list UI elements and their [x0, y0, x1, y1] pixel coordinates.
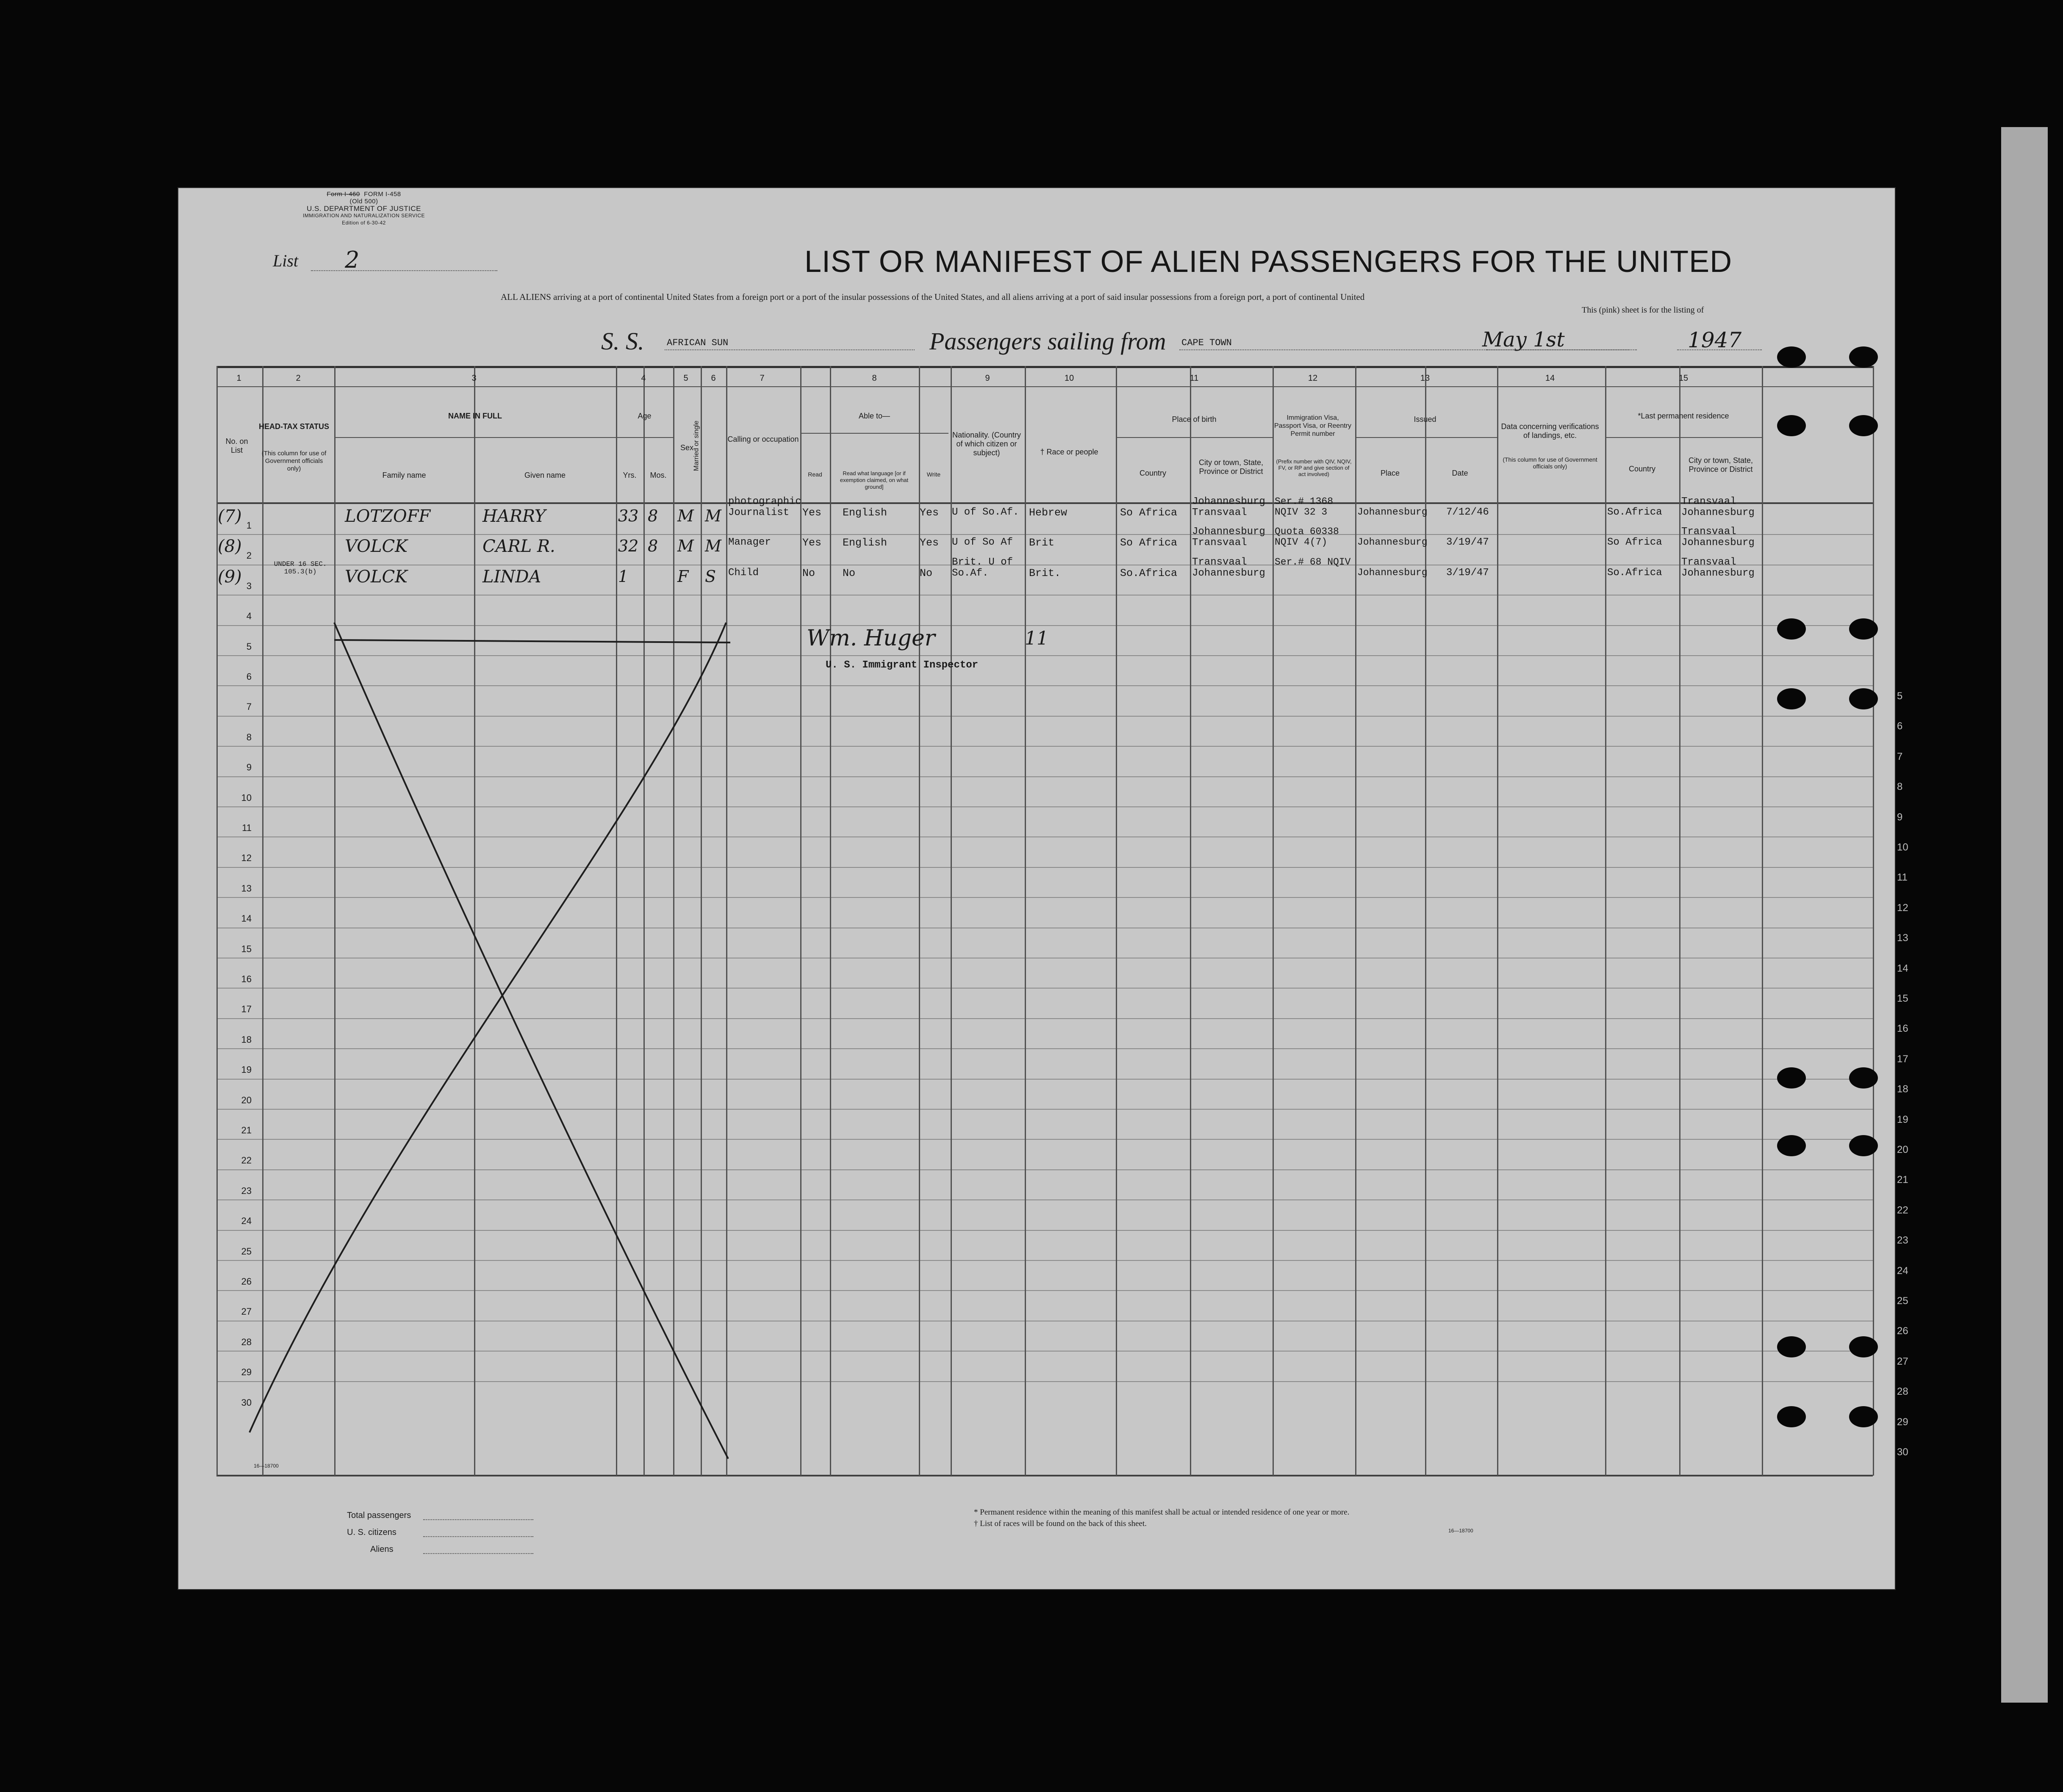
row-number: 3 — [246, 580, 252, 591]
adjacent-row-number: 16 — [1897, 1023, 1908, 1035]
can-write: Yes — [920, 537, 939, 549]
header-data-note: (This column for use of Government officials only) — [1503, 456, 1597, 470]
read-language: English — [843, 507, 887, 519]
binder-hole — [1849, 415, 1878, 436]
header-given-name: Given name — [524, 471, 566, 479]
row-number: 8 — [246, 731, 252, 742]
row-number: 7 — [246, 701, 252, 712]
cross-stroke-1 — [334, 623, 728, 1459]
read-language: English — [843, 537, 887, 549]
adjacent-row-number: 23 — [1897, 1235, 1908, 1246]
adjacent-row-number: 20 — [1897, 1144, 1908, 1155]
row-number: 5 — [246, 641, 252, 652]
closing-line — [334, 640, 730, 643]
column-number: 14 — [1545, 374, 1555, 383]
adjacent-row-number: 5 — [1897, 690, 1903, 702]
adjacent-row-number: 28 — [1897, 1386, 1908, 1398]
header-issued: Issued — [1414, 415, 1436, 424]
header-place-of-birth: Place of birth — [1172, 415, 1217, 424]
sex: F — [677, 567, 689, 586]
row-number: 25 — [241, 1246, 252, 1257]
issued-place: Johannesburg — [1357, 567, 1428, 578]
header-last-residence: *Last permanent residence — [1638, 412, 1729, 420]
header-age: Age — [638, 412, 652, 420]
residence-country: So.Africa — [1607, 567, 1662, 579]
footer-total-passengers: Total passengers — [347, 1511, 411, 1520]
occupation: photographic Journalist — [728, 496, 801, 518]
issued-date: 7/12/46 — [1446, 507, 1489, 518]
header-read-language: Read what language [or if exemption claimed, on what ground] — [840, 470, 909, 490]
birth-city: Johannesburg Transvaal — [1192, 526, 1265, 549]
binder-hole — [1777, 1067, 1806, 1088]
header-race: † Race or people — [1040, 448, 1098, 456]
adjacent-row-number: 25 — [1897, 1295, 1908, 1307]
row-number: 13 — [241, 883, 252, 894]
column-number: 12 — [1308, 374, 1318, 383]
binder-hole — [1777, 1135, 1806, 1156]
service: IMMIGRATION AND NATURALIZATION SERVICE — [302, 213, 425, 219]
read-language: No — [843, 567, 856, 579]
header-married-single: Married or single — [693, 420, 700, 471]
age-months: 8 — [648, 537, 658, 556]
head-tax-status: UNDER 16 SEC. 105.3(b) — [274, 560, 327, 576]
margin-number: (7) — [218, 507, 242, 526]
column-number: 4 — [641, 374, 646, 383]
footer-total-line — [423, 1519, 533, 1520]
adjacent-row-number: 13 — [1897, 932, 1908, 944]
nationality: U of So.Af. — [952, 507, 1019, 518]
binder-hole — [1777, 346, 1806, 368]
footer-aliens-line — [423, 1553, 533, 1554]
adjacent-row-number: 14 — [1897, 962, 1908, 974]
nationality: Brit. U of So.Af. — [952, 556, 1013, 579]
age-years: 32 — [618, 537, 639, 556]
column-number: 11 — [1190, 374, 1199, 383]
manifest-sheet — [177, 187, 1896, 1590]
race: Brit — [1029, 537, 1055, 549]
margin-number: (9) — [218, 567, 242, 587]
row-number: 24 — [241, 1216, 252, 1227]
footer-us-citizens: U. S. citizens — [347, 1528, 397, 1537]
adjacent-row-number: 22 — [1897, 1204, 1908, 1216]
age-years: 33 — [618, 507, 639, 525]
row-number: 22 — [241, 1155, 252, 1166]
header-mos: Mos. — [650, 471, 667, 479]
sailing-date: May 1st — [1482, 328, 1565, 352]
header-birth-country: Country — [1139, 469, 1167, 477]
column-number: 7 — [760, 374, 765, 383]
birth-country: So Africa — [1120, 507, 1178, 519]
row-number: 17 — [241, 1004, 252, 1015]
cancellation-x — [177, 187, 1896, 1590]
can-read: Yes — [802, 507, 822, 519]
sailing-label: Passengers sailing from — [929, 327, 1166, 355]
binder-hole — [1849, 346, 1878, 368]
marital-status: M — [705, 537, 721, 556]
sailing-from: CAPE TOWN — [1181, 338, 1232, 348]
header-data-concerning: Data concerning verifications of landings, etc. — [1501, 422, 1599, 440]
marital-status: S — [705, 567, 716, 586]
header-visa-note: (Prefix number with QIV, NQIV, FV, or RP and give section of act involved) — [1276, 458, 1352, 477]
footer-note-races: † List of races will be found on the back of this sheet. — [974, 1519, 1147, 1528]
print-code-corner: 16—18700 — [254, 1463, 279, 1469]
family-name: VOLCK — [345, 567, 408, 587]
header-issued-date: Date — [1452, 469, 1468, 477]
row-number: 23 — [241, 1185, 252, 1196]
list-number: 2 — [345, 247, 360, 273]
inspector-signature: Wm. Huger — [807, 626, 935, 651]
header-nationality: Nationality. (Country of which citizen or subject) — [952, 431, 1021, 457]
old-form-ref: (Old 500) — [349, 198, 378, 205]
marital-status: M — [705, 507, 721, 525]
column-number: 10 — [1064, 374, 1074, 383]
header-birth-city: City or town, State, Province or District — [1198, 458, 1264, 476]
binder-hole — [1849, 618, 1878, 640]
given-name: HARRY — [482, 507, 546, 526]
department: U.S. DEPARTMENT OF JUSTICE — [307, 205, 421, 213]
issued-date: 3/19/47 — [1446, 567, 1489, 579]
column-number: 3 — [471, 374, 477, 383]
issued-date: 3/19/47 — [1446, 537, 1489, 548]
row-number: 1 — [246, 520, 252, 531]
column-number: 1 — [236, 374, 241, 383]
issued-place: Johannesburg — [1357, 537, 1428, 548]
family-name: LOTZOFF — [345, 507, 431, 526]
ship-prefix: S. S. — [601, 327, 644, 355]
adjacent-row-number: 12 — [1897, 902, 1908, 914]
instructions-line1: ALL ALIENS arriving at a port of continental United States from a foreign port or a port of the insular possessions of the United States, and all aliens arriving at a port of said insular possessions from a foreign port, a port of continental United — [501, 292, 1365, 302]
birth-country: So.Africa — [1120, 567, 1178, 579]
column-number: 8 — [872, 374, 877, 383]
adjacent-row-number: 19 — [1897, 1113, 1908, 1125]
header-yrs: Yrs. — [623, 471, 637, 479]
row-number: 20 — [241, 1094, 252, 1105]
form-number-old: Form I-460 — [327, 191, 360, 198]
visa-number: Ser.# 68 NQIV — [1275, 556, 1351, 568]
row-number: 18 — [241, 1034, 252, 1045]
column-number: 2 — [296, 374, 301, 383]
binder-hole — [1777, 1406, 1806, 1427]
adjacent-row-number: 18 — [1897, 1083, 1908, 1095]
margin-number: (8) — [218, 537, 242, 557]
header-sex: Sex — [680, 443, 694, 452]
row-number: 15 — [241, 943, 252, 954]
header-no-on-list: No. on List — [225, 437, 248, 454]
row-number: 4 — [246, 611, 252, 622]
row-number: 26 — [241, 1276, 252, 1287]
row-number: 28 — [241, 1336, 252, 1347]
family-name: VOLCK — [345, 537, 408, 557]
footer-print-code: 16—18700 — [1448, 1528, 1473, 1534]
given-name: LINDA — [482, 567, 541, 587]
row-number: 12 — [241, 853, 252, 864]
header-able-to: Able to— — [858, 412, 890, 420]
column-number: 5 — [683, 374, 688, 383]
edition: Edition of 6-30-42 — [342, 220, 386, 226]
residence-city: Transvaal Johannesburg — [1681, 496, 1755, 518]
nationality: U of So Af — [952, 537, 1013, 548]
sex: M — [677, 507, 694, 525]
adjacent-row-number: 17 — [1897, 1053, 1908, 1065]
sex: M — [677, 537, 694, 556]
can-write: Yes — [920, 507, 939, 519]
list-label: List — [273, 251, 299, 270]
residence-country: So.Africa — [1607, 507, 1662, 518]
binder-hole — [1777, 1336, 1806, 1357]
binder-hole — [1777, 618, 1806, 640]
header-name-in-full: NAME IN FULL — [448, 412, 502, 420]
given-name: CARL R. — [482, 537, 555, 557]
adjacent-row-number: 6 — [1897, 720, 1903, 732]
adjacent-sheet-edge — [2001, 127, 2048, 1703]
inspector-title: U. S. Immigrant Inspector — [826, 659, 979, 671]
binder-hole — [1777, 688, 1806, 709]
adjacent-row-number: 26 — [1897, 1325, 1908, 1337]
age-years: 1 — [618, 567, 629, 586]
binder-hole — [1849, 1135, 1878, 1156]
row-number: 27 — [241, 1306, 252, 1317]
binder-hole — [1849, 688, 1878, 709]
row-number: 9 — [246, 762, 252, 773]
row-number: 11 — [242, 823, 252, 833]
residence-city: Transvaal Johannesburg — [1681, 526, 1755, 549]
footer-note-residence: * Permanent residence within the meaning of this manifest shall be actual or intended residence of one year or more. — [974, 1508, 1350, 1517]
adjacent-row-number: 7 — [1897, 751, 1903, 762]
column-number: 6 — [711, 374, 716, 383]
header-head-tax-note: (This column for use of Government officials only) — [261, 450, 327, 472]
row-number: 2 — [246, 550, 252, 561]
footer-citizens-line — [423, 1536, 533, 1537]
column-number: 13 — [1420, 374, 1430, 383]
occupation: Manager — [728, 537, 771, 548]
residence-country: So Africa — [1607, 537, 1662, 548]
binder-hole — [1849, 1067, 1878, 1088]
race: Brit. — [1029, 567, 1061, 579]
residence-city: Transvaal Johannesburg — [1681, 556, 1755, 579]
race: Hebrew — [1029, 507, 1068, 519]
header-head-tax: HEAD-TAX STATUS — [259, 422, 329, 431]
adjacent-row-number: 9 — [1897, 811, 1903, 823]
birth-city: Johannesburg Transvaal — [1192, 496, 1265, 518]
issued-place: Johannesburg — [1357, 507, 1428, 518]
header-family-name: Family name — [382, 471, 426, 479]
row-number: 14 — [241, 913, 252, 924]
row-number: 30 — [241, 1397, 252, 1408]
header-visa: Immigration Visa, Passport Visa, or Reentry Permit number — [1274, 414, 1351, 438]
can-write: No — [920, 567, 933, 579]
header-read: Read — [808, 471, 822, 478]
header-res-city: City or town, State, Province or District — [1688, 456, 1753, 474]
visa-number: Ser.# 1368 NQIV 32 3 — [1275, 496, 1334, 518]
column-number: 9 — [985, 374, 990, 383]
form-number: FORM I-458 — [364, 191, 401, 198]
adjacent-row-number: 15 — [1897, 993, 1908, 1004]
binder-hole — [1849, 1336, 1878, 1357]
adjacent-row-number: 29 — [1897, 1416, 1908, 1428]
row-number: 6 — [246, 671, 252, 682]
header-calling: Calling or occupation — [727, 435, 799, 443]
adjacent-row-number: 10 — [1897, 842, 1908, 853]
adjacent-row-number: 27 — [1897, 1355, 1908, 1367]
binder-hole — [1849, 1406, 1878, 1427]
adjacent-row-number: 30 — [1897, 1446, 1908, 1458]
birth-country: So Africa — [1120, 537, 1178, 549]
can-read: No — [802, 567, 815, 579]
header-res-country: Country — [1628, 465, 1656, 473]
visa-number: Quota 60338 NQIV 4(7) — [1275, 526, 1339, 548]
header-write: Write — [926, 471, 941, 478]
sailing-year: 1947 — [1688, 328, 1742, 352]
birth-city: Transvaal Johannesburg — [1192, 556, 1265, 579]
can-read: Yes — [802, 537, 822, 549]
footer-aliens: Aliens — [370, 1545, 394, 1554]
row-number: 10 — [241, 792, 252, 803]
row-number: 29 — [241, 1367, 252, 1378]
occupation: Child — [728, 567, 759, 579]
instructions-line2: This (pink) sheet is for the listing of — [1582, 305, 1704, 315]
adjacent-row-number: 11 — [1897, 872, 1908, 884]
header-issued-place: Place — [1380, 469, 1400, 477]
manifest-title: LIST OR MANIFEST OF ALIEN PASSENGERS FOR THE UNITED — [804, 245, 1733, 279]
row-number: 21 — [241, 1125, 252, 1136]
inspector-time-mark: 11 — [1025, 628, 1048, 649]
row-number: 19 — [241, 1064, 252, 1075]
binder-hole — [1777, 415, 1806, 436]
adjacent-row-number: 21 — [1897, 1174, 1908, 1186]
age-months: 8 — [648, 507, 658, 525]
adjacent-row-number: 24 — [1897, 1265, 1908, 1277]
adjacent-row-number: 8 — [1897, 781, 1903, 793]
ship-name: AFRICAN SUN — [667, 338, 729, 348]
column-number: 15 — [1678, 374, 1689, 383]
row-number: 16 — [241, 974, 252, 984]
